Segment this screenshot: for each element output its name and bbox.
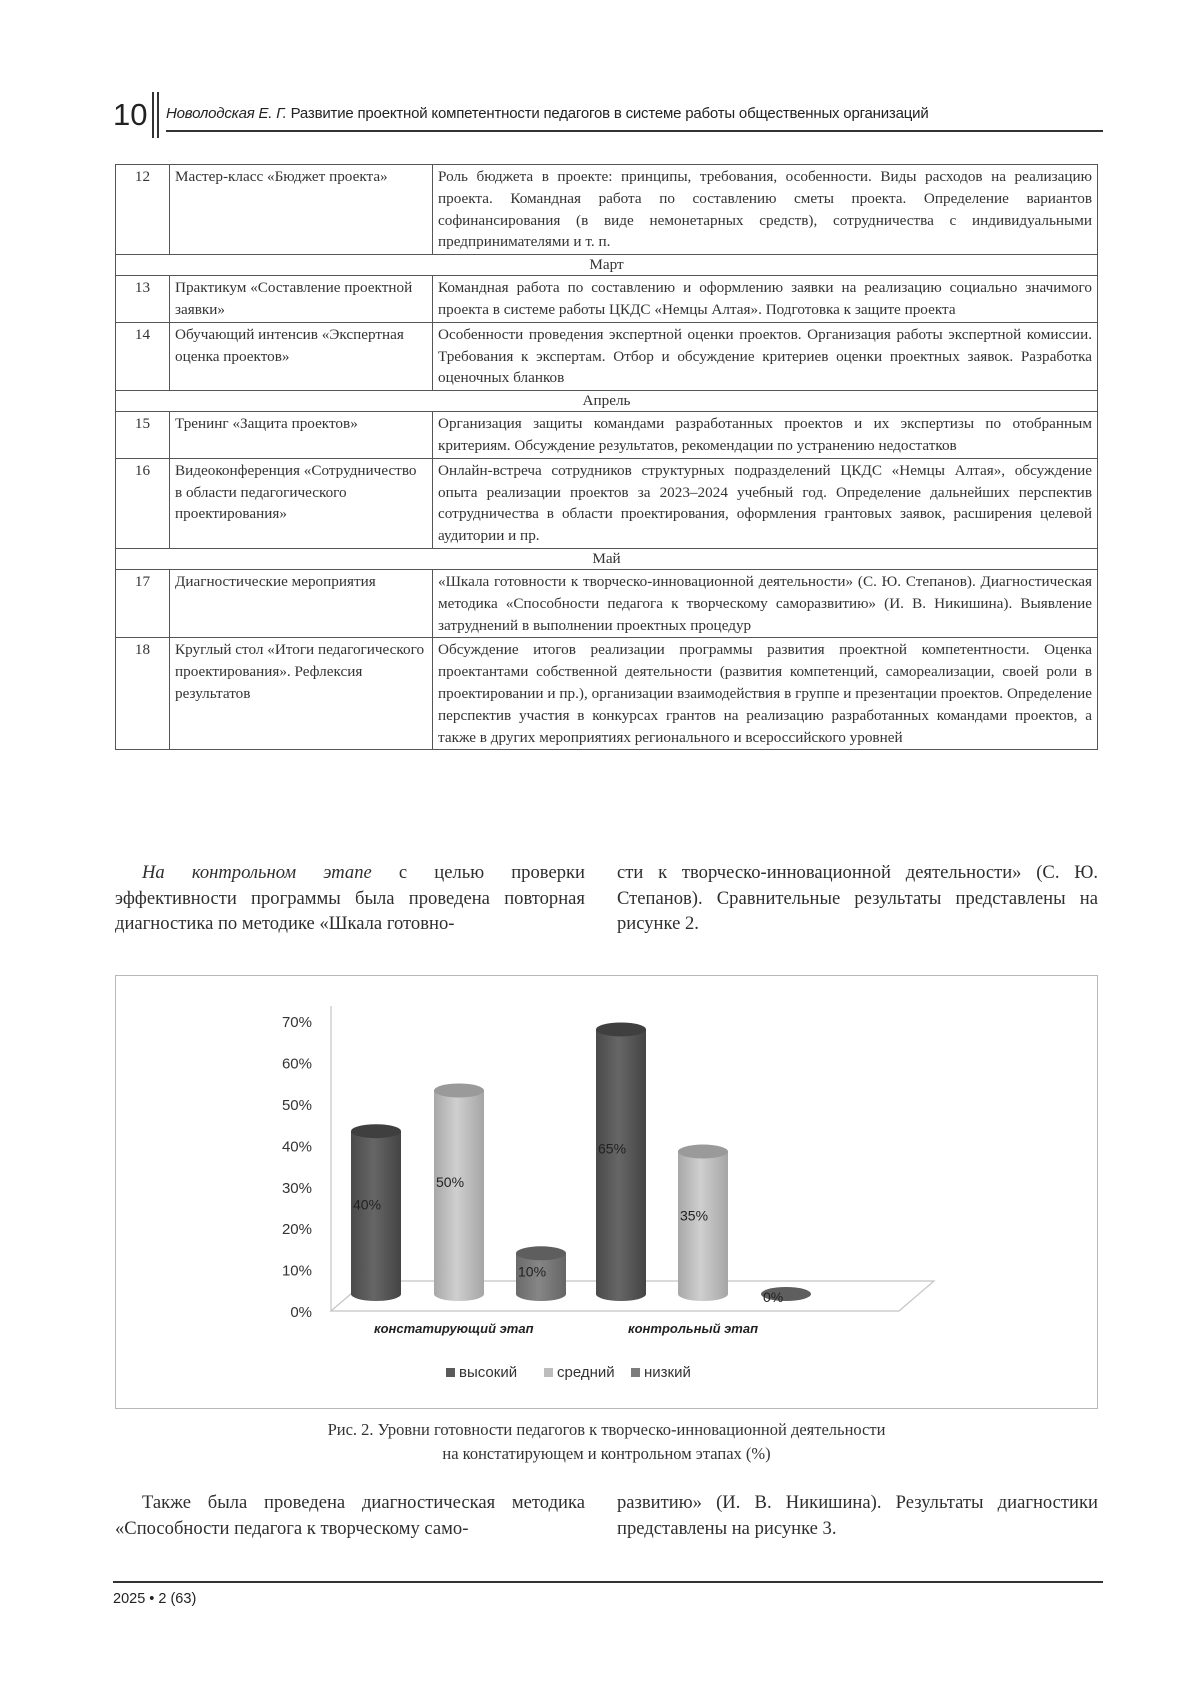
y-tick-label: 0% xyxy=(290,1304,312,1321)
month-label: Апрель xyxy=(116,391,1098,412)
row-number: 14 xyxy=(116,322,170,390)
table-row xyxy=(116,412,1098,459)
y-tick-label: 40% xyxy=(281,1138,312,1156)
month-row xyxy=(116,255,1098,276)
y-tick-label: 20% xyxy=(281,1221,312,1239)
event-name: Тренинг «Защита проектов» xyxy=(170,412,433,459)
legend-swatch xyxy=(544,1368,553,1377)
bar-средний xyxy=(678,1145,728,1301)
data-label: 0% xyxy=(763,1289,784,1305)
event-name: Диагностические мероприятия xyxy=(170,569,433,637)
row-number: 13 xyxy=(116,276,170,323)
data-label: 10% xyxy=(518,1263,547,1280)
event-description: Онлайн-встреча сотрудников структурных подразделений ЦКДС «Немцы Алтая», обсуждение опыта реализации проектов за 2023–2024 учебный год. Определение дальнейших перспектив сотрудничества в области проектирования, оформления грантовых заявок, расширения целевой аудитории и пр. xyxy=(433,458,1098,548)
paragraph-right-2: развитию» (И. В. Никишина). Результаты диагностики представлены на рисунке 3. xyxy=(617,1492,1098,1539)
program-table xyxy=(115,164,1098,750)
data-label: 35% xyxy=(680,1207,709,1224)
paragraph-right-1: сти к творческо-инновационной деятельности» (С. Ю. Степанов). Сравнительные результаты представлены на рисунке 2. xyxy=(617,862,1098,934)
data-label: 40% xyxy=(353,1196,382,1213)
italic-lead: На контрольном этапе xyxy=(142,862,372,883)
event-description: Обсуждение итогов реализации программы развития проектной компетентности. Оценка проектантами собственной деятельности (развития компетенций, самореализации, своей роли в проектировании и пр.), организации взаимодействия в группе и презентации проектов. Определение перспектив участия в конкурсах грантов на реализацию разработанных командами проектов, а также в других мероприятиях регионального и всероссийского уровней xyxy=(433,638,1098,750)
row-number: 16 xyxy=(116,458,170,548)
data-label: 50% xyxy=(436,1174,465,1191)
month-row xyxy=(116,548,1098,569)
month-label: Май xyxy=(116,548,1098,569)
event-name: Обучающий интенсив «Экспертная оценка проектов» xyxy=(170,322,433,390)
header-author: Новолодская Е. Г. xyxy=(166,105,287,122)
caption-line-2: на констатирующем и контрольном этапах (%) xyxy=(442,1443,771,1463)
row-number: 17 xyxy=(116,569,170,637)
row-number: 12 xyxy=(116,165,170,255)
category-label: констатирующий этап xyxy=(374,1321,534,1336)
event-description: Организация защиты командами разработанных проектов и их экспертизы по отобранным критериям. Обсуждение результатов, рекомендации по устранению недостатков xyxy=(433,412,1098,459)
event-name: Круглый стол «Итоги педагогического проектирования». Рефлексия результатов xyxy=(170,638,433,750)
table-row xyxy=(116,569,1098,637)
legend-label: низкий xyxy=(644,1364,691,1381)
caption-line-1: Рис. 2. Уровни готовности педагогов к творческо-инновационной деятельности xyxy=(327,1420,886,1439)
table-row xyxy=(116,458,1098,548)
bar-chart xyxy=(116,976,1097,1408)
data-label: 65% xyxy=(598,1140,627,1157)
table-row xyxy=(116,638,1098,750)
event-description: Особенности проведения экспертной оценки проектов. Организация работы экспертной комиссии. Требования к экспертам. Отбор и обсуждение критериев оценки проектных заявок. Разработка оценочных бланков xyxy=(433,322,1098,390)
header-article-title: Развитие проектной компетентности педагогов в системе работы общественных организаций xyxy=(290,105,929,122)
y-tick-label: 10% xyxy=(281,1262,312,1280)
legend-label: высокий xyxy=(459,1364,518,1381)
event-name: Видеоконференция «Сотрудничество в области педагогического проектирования» xyxy=(170,458,433,548)
y-tick-label: 70% xyxy=(281,1014,312,1032)
bar-низкий xyxy=(516,1246,566,1301)
figure-caption xyxy=(115,1418,1098,1465)
header-title xyxy=(166,105,929,122)
y-tick-label: 50% xyxy=(281,1097,312,1114)
legend-swatch xyxy=(446,1368,455,1377)
paragraph-left-2: Также была проведена диагностическая методика «Способности педагога к творческому само- xyxy=(115,1492,585,1539)
header-divider xyxy=(152,92,154,138)
paragraph-left-1 xyxy=(115,860,585,937)
bar-высокий xyxy=(596,1022,646,1301)
row-number: 18 xyxy=(116,638,170,750)
month-row xyxy=(116,391,1098,412)
bar-высокий xyxy=(351,1124,401,1301)
footer-rule xyxy=(113,1581,1103,1583)
table-row xyxy=(116,322,1098,390)
figure-2-chart xyxy=(115,975,1098,1409)
legend-label: средний xyxy=(557,1364,615,1381)
event-name: Мастер-класс «Бюджет проекта» xyxy=(170,165,433,255)
paragraph-text: с целью проверки эффективности программы была проведена повторная диагностика по методике «Шкала готовно- xyxy=(115,862,585,934)
header-divider xyxy=(157,92,159,138)
event-description: Роль бюджета в проекте: принципы, требования, особенности. Виды расходов на реализацию проекта. Командная работа по составлению сметы проекта. Определение вариантов софинансирования (в виде немонетарных средств), сотрудничества с индивидуальными предпринимателями и т. п. xyxy=(433,165,1098,255)
bar-средний xyxy=(434,1084,484,1302)
y-tick-label: 60% xyxy=(281,1055,312,1073)
y-tick-label: 30% xyxy=(281,1179,312,1197)
event-description: «Шкала готовности к творческо-инновационной деятельности» (С. Ю. Степанов). Диагностическая методика «Способности педагога к творческому саморазвитию» (И. В. Никишина). Выявление затруднений в выполнении проектных процедур xyxy=(433,569,1098,637)
running-header xyxy=(113,96,1103,138)
event-description: Командная работа по составлению и оформлению заявки на реализацию социально значимого проекта в системе работы ЦКДС «Немцы Алтая». Подготовка к защите проекта xyxy=(433,276,1098,323)
legend-swatch xyxy=(631,1368,640,1377)
category-label: контрольный этап xyxy=(628,1321,759,1336)
month-label: Март xyxy=(116,255,1098,276)
event-name: Практикум «Составление проектной заявки» xyxy=(170,276,433,323)
header-rule xyxy=(166,130,1103,132)
table-row xyxy=(116,165,1098,255)
table-row xyxy=(116,276,1098,323)
page-number: 10 xyxy=(113,97,148,132)
issue-number: 2025 • 2 (63) xyxy=(113,1591,197,1607)
row-number: 15 xyxy=(116,412,170,459)
